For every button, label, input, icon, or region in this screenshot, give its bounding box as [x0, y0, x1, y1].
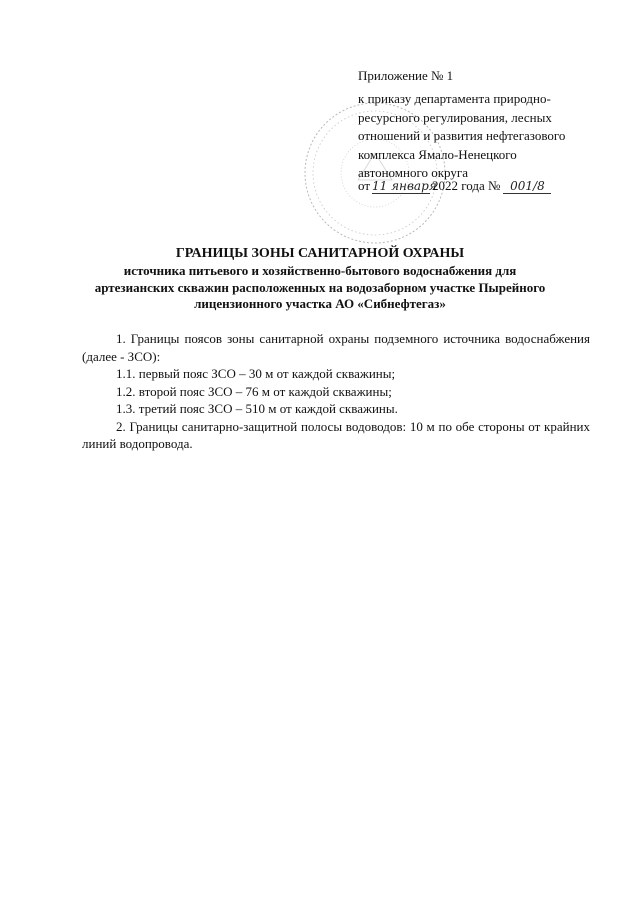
item-1-1: 1.1. первый пояс ЗСО – 30 м от каждой скважины;: [116, 366, 396, 381]
year-text: 2022 года №: [432, 178, 501, 193]
item-1: 1. Границы поясов зоны санитарной охраны подземного источника водоснабжения (далее - ЗСО):: [82, 331, 590, 364]
document-body: [82, 330, 590, 453]
document-title: ГРАНИЦЫ ЗОНЫ САНИТАРНОЙ ОХРАНЫ: [175, 246, 465, 261]
item-1-3: 1.3. третий пояс ЗСО – 510 м от каждой скважины.: [116, 401, 398, 416]
subtitle-line: лицензионного участка АО «Сибнефтегаз»: [194, 296, 446, 311]
order-line: комплекса Ямало-Ненецкого: [358, 146, 517, 162]
order-line: ресурсного регулирования, лесных: [358, 109, 552, 125]
subtitle-line: артезианских скважин расположенных на водозаборном участке Пырейного: [94, 279, 546, 295]
order-line: к приказу департамента природно-: [358, 91, 551, 106]
order-date-line: [358, 178, 551, 194]
document-subtitle: [60, 263, 580, 313]
appendix-title: Приложение № 1: [358, 68, 454, 83]
date-prefix: от: [358, 178, 371, 193]
order-line: автономного округа: [358, 165, 468, 180]
handwritten-date: 11 января: [372, 179, 437, 193]
order-line: отношений и развития нефтегазового: [358, 128, 566, 143]
item-1-2: 1.2. второй пояс ЗСО – 76 м от каждой скважины;: [116, 383, 392, 399]
order-reference: [358, 90, 620, 183]
subtitle-line: источника питьевого и хозяйственно-бытового водоснабжения для: [123, 263, 517, 278]
handwritten-number: 001/8: [503, 179, 551, 194]
item-2: 2. Границы санитарно-защитной полосы водоводов: 10 м по обе стороны от крайних линий водопровода.: [82, 418, 590, 451]
